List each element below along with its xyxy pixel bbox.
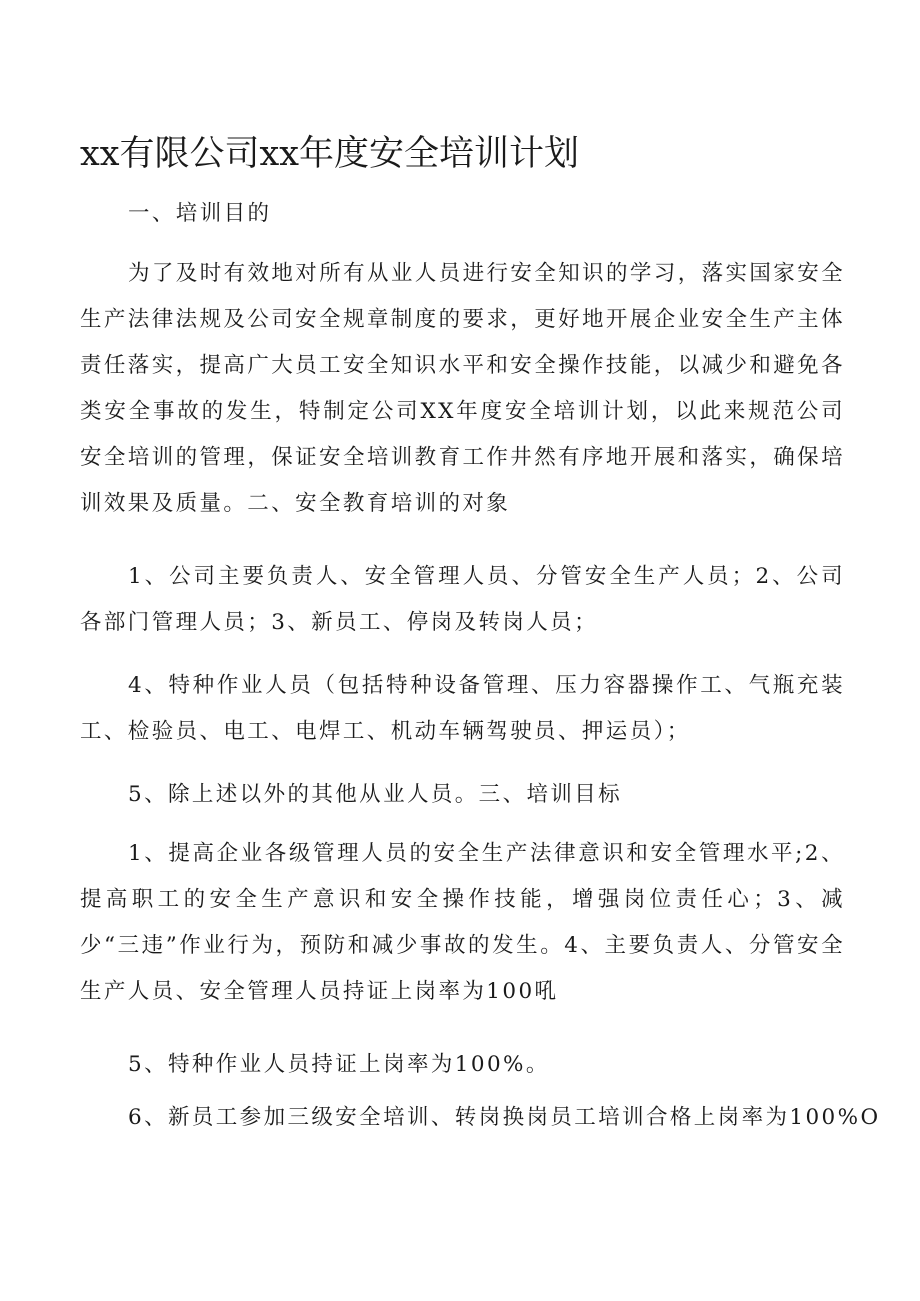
paragraph-target-1: 1、公司主要负责人、安全管理人员、分管安全生产人员；2、公司各部门管理人员；3、新员工、停岗及转岗人员； xyxy=(80,564,845,635)
document-title: xx有限公司xx年度安全培训计划 xyxy=(80,134,579,174)
paragraph-target-5: 5、除上述以外的其他从业人员。三、培训目标 xyxy=(128,782,623,807)
paragraph-target-4: 4、特种作业人员（包括特种设备管理、压力容器操作工、气瓶充装工、检验员、电工、电焊工、机动车辆驾驶员、押运员）； xyxy=(80,673,845,744)
paragraph-goals-5: 5、特种作业人员持证上岗率为100%。 xyxy=(128,1052,550,1077)
paragraph-goals-6: 6、新员工参加三级安全培训、转岗换岗员工培训合格上岗率为100%O xyxy=(128,1105,881,1130)
section-heading-training-purpose: 一、培训目的 xyxy=(128,201,272,226)
paragraph-purpose: 为了及时有效地对所有从业人员进行安全知识的学习，落实国家安全生产法律法规及公司安全规章制度的要求，更好地开展企业安全生产主体责任落实，提高广大员工安全知识水平和安全操作技能，以减少和避免各类安全事故的发生，特制定公司XX年度安全培训计划，以此来规范公司安全培训的管理，保证安全培训教育工作井然有序地开展和落实，确保培训效果及质量。二、安全教育培训的对象 xyxy=(80,261,846,516)
paragraph-goals-1: 1、提高企业各级管理人员的安全生产法律意识和安全管理水平;2、提高职工的安全生产意识和安全操作技能，增强岗位责任心；3、减少“三违”作业行为，预防和减少事故的发生。4、主要负责人、分管安全生产人员、安全管理人员持证上岗率为100吼 xyxy=(80,841,845,1004)
